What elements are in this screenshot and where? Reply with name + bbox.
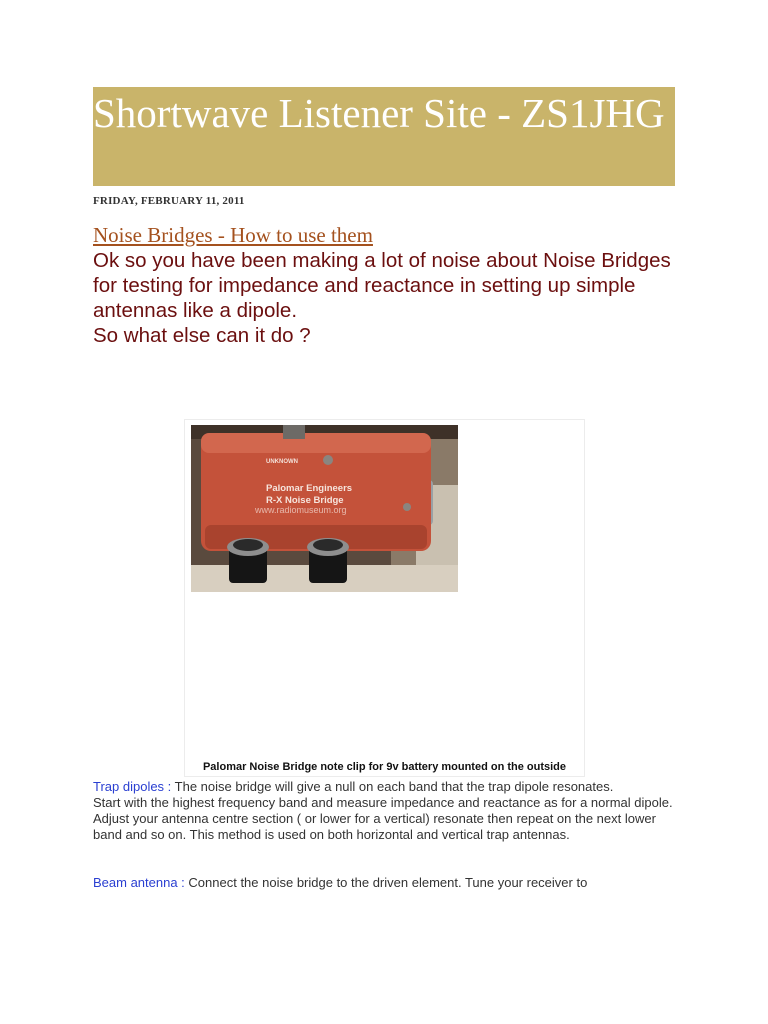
photo-label-unknown: UNKNOWN	[266, 459, 298, 465]
beam-antenna-paragraph	[93, 875, 683, 891]
noise-bridge-photo[interactable]	[191, 425, 458, 592]
beam-antenna-text: Connect the noise bridge to the driven element. Tune your receiver to	[184, 875, 588, 890]
intro-question: So what else can it do ?	[93, 324, 311, 347]
post-intro	[93, 248, 693, 348]
figure-caption: Palomar Noise Bridge note clip for 9v battery mounted on the outside	[202, 761, 567, 773]
trap-dipoles-method: Start with the highest frequency band and measure impedance and reactance as for a normal dipole. Adjust your antenna centre section ( or lower for a vertical) resonate then repeat on the next lower band and so on. This method is used on both horizontal and vertical trap antennas.	[93, 795, 673, 842]
post-date: FRIDAY, FEBRUARY 11, 2011	[93, 195, 245, 207]
beam-antenna-term: Beam antenna :	[93, 875, 185, 890]
post-title-link[interactable]: Noise Bridges - How to use them	[93, 223, 373, 247]
blog-title[interactable]: Shortwave Listener Site - ZS1JHG	[93, 90, 665, 136]
photo-label-brand: Palomar Engineers	[266, 483, 353, 494]
photo-watermark: www.radiomuseum.org	[255, 505, 347, 515]
trap-dipoles-text: The noise bridge will give a null on each band that the trap dipole resonates.	[171, 779, 614, 794]
intro-paragraph: Ok so you have been making a lot of noise about Noise Bridges for testing for impedance and reactance in setting up simple antennas like a dipole.	[93, 249, 671, 322]
trap-dipoles-paragraph	[93, 779, 683, 795]
image-figure	[184, 419, 585, 777]
trap-dipoles-term: Trap dipoles :	[93, 779, 172, 794]
post-body	[93, 779, 683, 891]
photo-label-model: R-X Noise Bridge	[266, 495, 344, 506]
